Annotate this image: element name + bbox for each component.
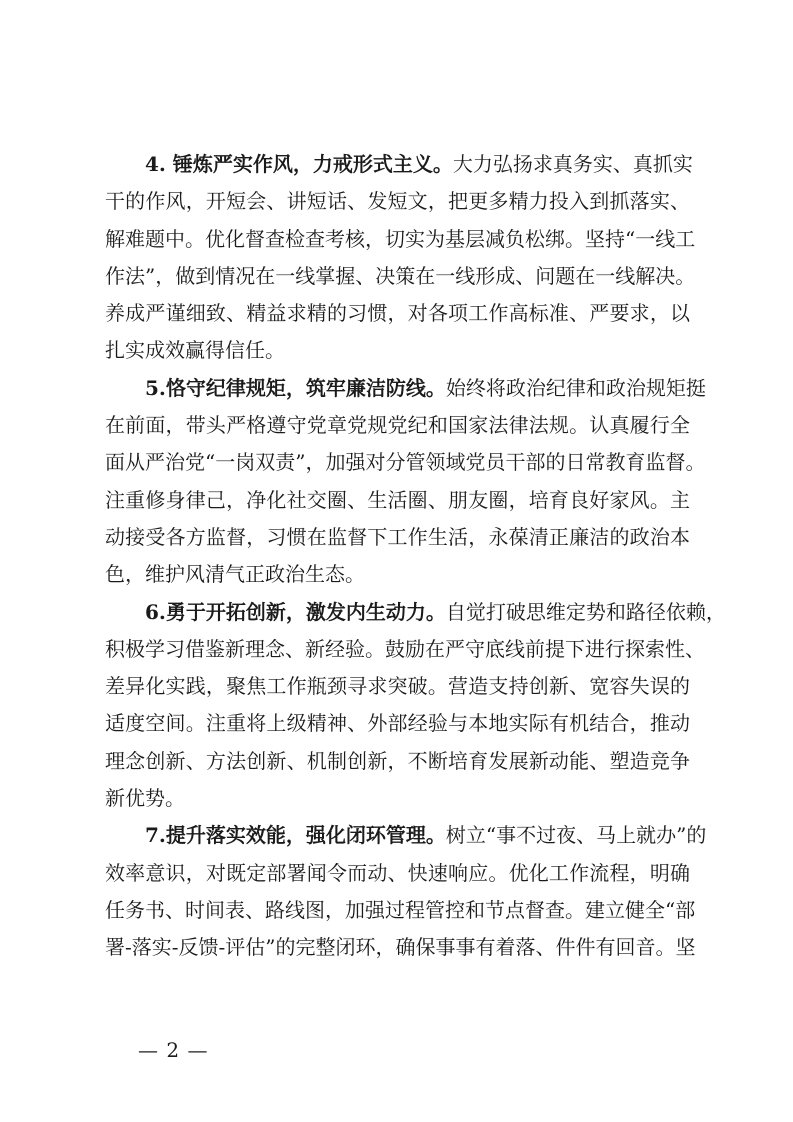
paragraph-line: 动接受各方监督，习惯在监督下工作生活，永葆清正廉洁的政治本 — [105, 524, 690, 549]
paragraph-line — [105, 594, 726, 631]
paragraph-text: 始终将政治纪律和政治规矩挺 — [445, 375, 706, 400]
paragraph-line: 积极学习借鉴新理念、新经验。鼓励在严守底线前提下进行探索性、 — [105, 636, 705, 661]
paragraph-line: 作法”，做到情况在一线掌握、决策在一线形成、问题在一线解决。 — [105, 263, 696, 288]
paragraph-line: 色，维护风清气正政治生态。 — [105, 562, 365, 587]
document-body — [105, 146, 726, 967]
paragraph-4 — [105, 146, 696, 370]
paragraph-line: 适度空间。注重将上级精神、外部经验与本地实际有机结合，推动 — [105, 711, 690, 736]
paragraph-line: 理念创新、方法创新、机制创新，不断培育发展新动能、塑造竞争 — [105, 748, 690, 773]
paragraph-line: 干的作风，开短会、讲短话、发短文，把更多精力投入到抓落实、 — [105, 189, 690, 214]
paragraph-line: 在前面，带头严格遵守党章党规党纪和国家法律法规。认真履行全 — [105, 413, 690, 438]
paragraph-7 — [105, 817, 707, 966]
paragraph-line: 新优势。 — [105, 786, 185, 811]
paragraph-heading: 7.提升落实效能，强化闭环管理。 — [145, 823, 446, 848]
paragraph-line — [105, 817, 707, 854]
paragraph-line: 任务书、时间表、路线图，加强过程管控和节点督查。建立健全“部 — [105, 897, 696, 922]
paragraph-heading: 4. 锤炼严实作风，力戒形式主义。 — [145, 152, 453, 176]
paragraph-line: 面从严治党“一岗双责”，加强对分管领域党员干部的日常教育监督。 — [105, 450, 706, 475]
paragraph-line — [105, 146, 693, 183]
paragraph-line: 解难题中。优化督查检查考核，切实为基层减负松绑。坚持“一线工 — [105, 226, 696, 251]
paragraph-line: 注重修身律己，净化社交圈、生活圈、朋友圈，培育良好家风。主 — [105, 487, 690, 512]
paragraph-line: 差异化实践，聚焦工作瓶颈寻求突破。营造支持创新、宽容失误的 — [105, 674, 690, 699]
paragraph-text: 大力弘扬求真务实、真抓实 — [452, 152, 693, 176]
paragraph-5 — [105, 370, 706, 594]
paragraph-line — [105, 370, 706, 407]
paragraph-line: 署-落实-反馈-评估”的完整闭环，确保事事有着落、件件有回音。坚 — [105, 935, 696, 960]
paragraph-heading: 5.恪守纪律规矩，筑牢廉洁防线。 — [145, 375, 446, 400]
paragraph-line: 扎实成效赢得信任。 — [105, 338, 285, 363]
paragraph-text: 树立“事不过夜、马上就办”的 — [445, 823, 707, 848]
paragraph-line: 效率意识，对既定部署闻令而动、快速响应。优化工作流程，明确 — [105, 860, 690, 885]
paragraph-text: 自觉打破思维定势和路径依赖， — [445, 599, 726, 624]
paragraph-6 — [105, 594, 726, 818]
paragraph-heading: 6.勇于开拓创新，激发内生动力。 — [145, 599, 446, 624]
paragraph-line: 养成严谨细致、精益求精的习惯，对各项工作高标准、严要求，以 — [105, 301, 690, 326]
page-number: — 2 — — [138, 1038, 209, 1062]
